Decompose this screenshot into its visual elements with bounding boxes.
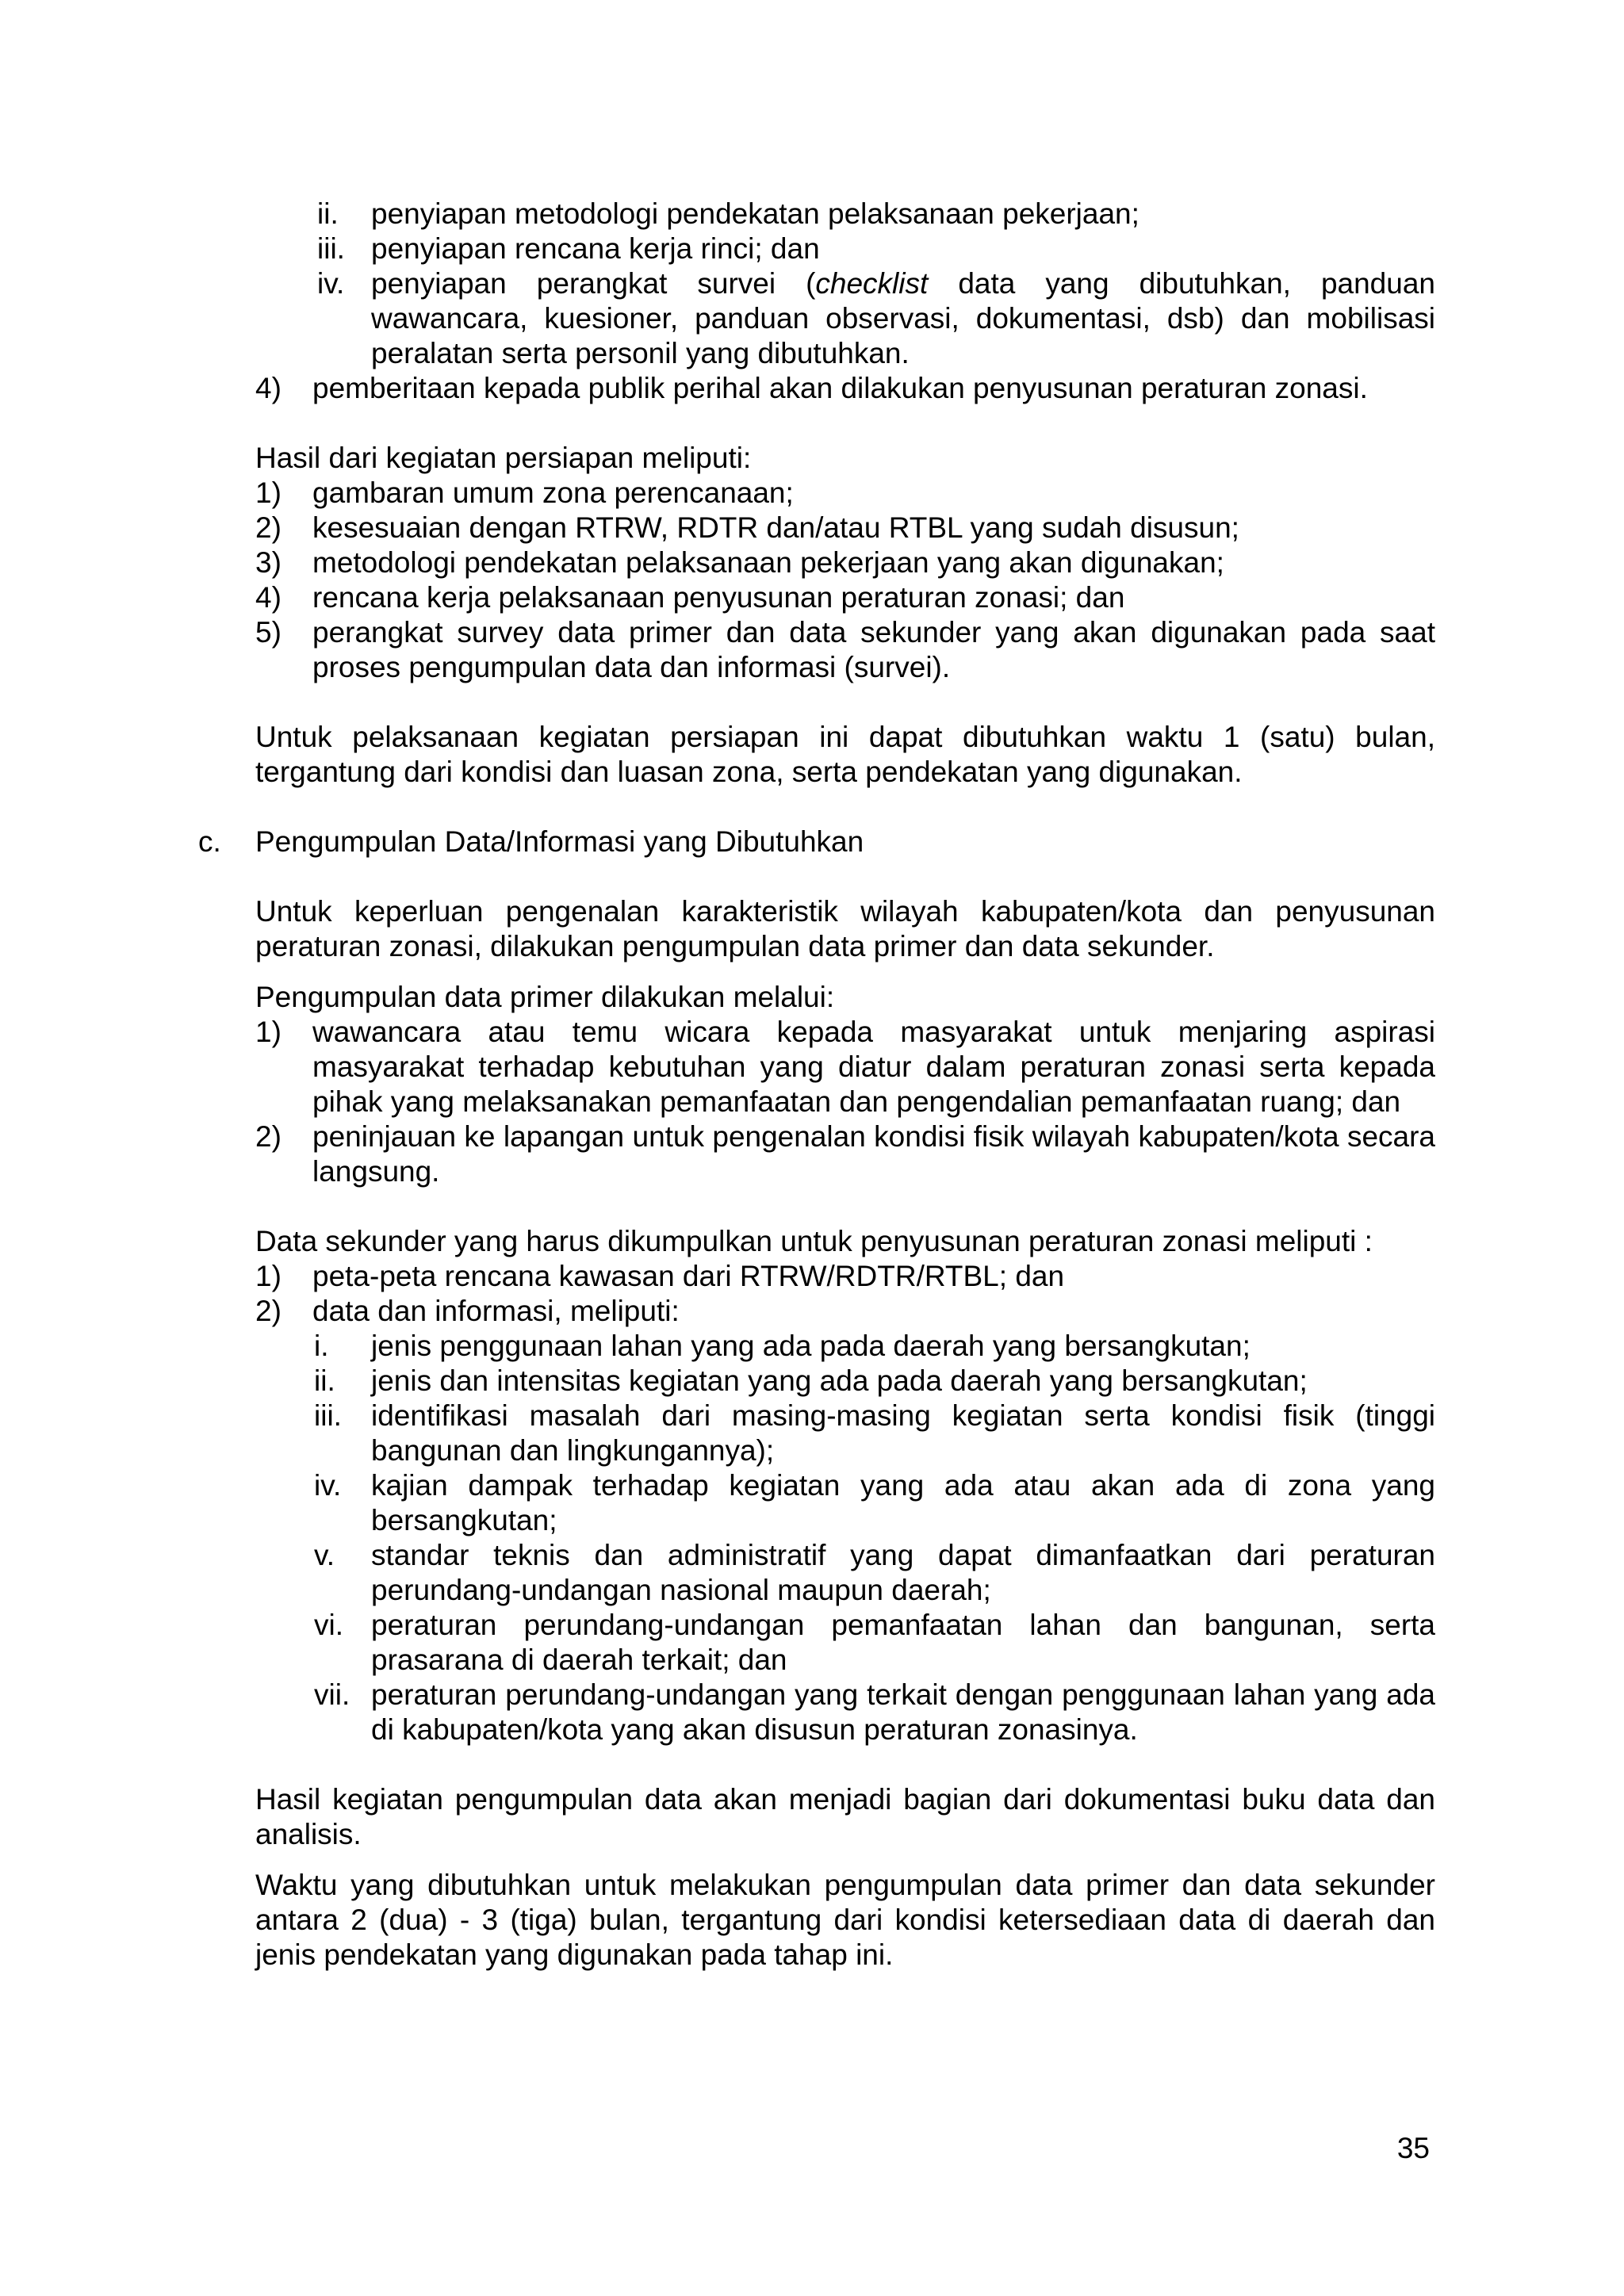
section-heading [198,825,1435,859]
list-item: ii. jenis dan intensitas kegiatan yang ada pada daerah yang bersangkutan; [314,1364,1308,1397]
italic-term: checklist [815,267,929,300]
list-item: 2) kesesuaian dengan RTRW, RDTR dan/atau RTBL yang sudah disusun; [255,511,1239,544]
section-marker: c. [198,825,221,858]
page-number: 35 [1396,2132,1430,2164]
section-title: Pengumpulan Data/Informasi yang Dibutuhkan [255,825,864,858]
paragraph: Data sekunder yang harus dikumpulkan untuk penyusunan peraturan zonasi meliputi : [255,1225,1373,1257]
list-item [317,266,1435,371]
list-item: iv. kajian dampak terhadap kegiatan yang ada atau akan ada di zona yang bersangkutan; [314,1469,1435,1536]
paragraph: Untuk keperluan pengenalan karakteristik wilayah kabupaten/kota dan penyusunan peraturan zonasi, dilakukan pengumpulan data primer dan data sekunder. [255,895,1435,962]
list-item: 5) perangkat survey data primer dan data sekunder yang akan digunakan pada saat proses pengumpulan data dan informasi (survei). [255,616,1435,683]
list-item: 1) peta-peta rencana kawasan dari RTRW/RDTR/RTBL; dan [255,1260,1065,1292]
list-item: vi. peraturan perundang-undangan pemanfaatan lahan dan bangunan, serta prasarana di daerah terkait; dan [314,1609,1435,1676]
list-item: 2) peninjauan ke lapangan untuk pengenalan kondisi fisik wilayah kabupaten/kota secara langsung. [255,1120,1435,1188]
list-item: vii. peraturan perundang-undangan yang terkait dengan penggunaan lahan yang ada di kabupaten/kota yang akan disusun peraturan zonasinya. [314,1678,1435,1746]
list-item-text: penyiapan perangkat survei (checklist data yang dibutuhkan, panduan wawancara, kuesioner, panduan observasi, dokumentasi, dsb) dan mobilisasi peralatan serta personil yang dibutuhkan. [371,267,1435,369]
paragraph: Waktu yang dibutuhkan untuk melakukan pengumpulan data primer dan data sekunder antara 2 (dua) - 3 (tiga) bulan, tergantung dari kondisi ketersediaan data di daerah dan jenis pendekatan yang digunakan pada tahap ini. [255,1869,1435,1971]
list-item [317,197,1435,232]
list-item [255,371,1435,406]
list-item-text: penyiapan rencana kerja rinci; dan [371,232,820,265]
list-marker: ii. [317,197,339,230]
list-item: 4) rencana kerja pelaksanaan penyusunan peraturan zonasi; dan [255,581,1125,614]
list-marker: iii. [317,232,345,265]
list-item: iii. identifikasi masalah dari masing-masing kegiatan serta kondisi fisik (tinggi bangunan dan lingkungannya); [314,1399,1435,1467]
paragraph: Hasil kegiatan pengumpulan data akan menjadi bagian dari dokumentasi buku data dan analisis. [255,1783,1435,1850]
paragraph: Pengumpulan data primer dilakukan melalui: [255,981,835,1013]
list-item: v. standar teknis dan administratif yang dapat dimanfaatkan dari peraturan perundang-undangan nasional maupun daerah; [314,1539,1435,1606]
list-item-text: penyiapan metodologi pendekatan pelaksanaan pekerjaan; [371,197,1139,230]
list-item: 3) metodologi pendekatan pelaksanaan pekerjaan yang akan digunakan; [255,546,1224,579]
list-marker: 4) [255,372,282,404]
list-item: 1) wawancara atau temu wicara kepada masyarakat untuk menjaring aspirasi masyarakat terhadap kebutuhan yang diatur dalam peraturan zonasi serta kepada pihak yang melaksanakan pemanfaatan dan pengendalian pemanfaatan ruang; dan [255,1016,1435,1118]
list-item: i. jenis penggunaan lahan yang ada pada daerah yang bersangkutan; [314,1330,1251,1362]
paragraph: Hasil dari kegiatan persiapan meliputi: [255,442,752,474]
list-item: 1) gambaran umum zona perencanaan; [255,476,794,509]
list-item-text: pemberitaan kepada publik perihal akan dilakukan penyusunan peraturan zonasi. [312,372,1368,404]
paragraph: Untuk pelaksanaan kegiatan persiapan ini dapat dibutuhkan waktu 1 (satu) bulan, tergantung dari kondisi dan luasan zona, serta pendekatan yang digunakan. [255,721,1435,788]
list-marker: iv. [317,267,345,300]
list-item [317,232,1435,266]
list-item: 2) data dan informasi, meliputi: [255,1295,680,1327]
